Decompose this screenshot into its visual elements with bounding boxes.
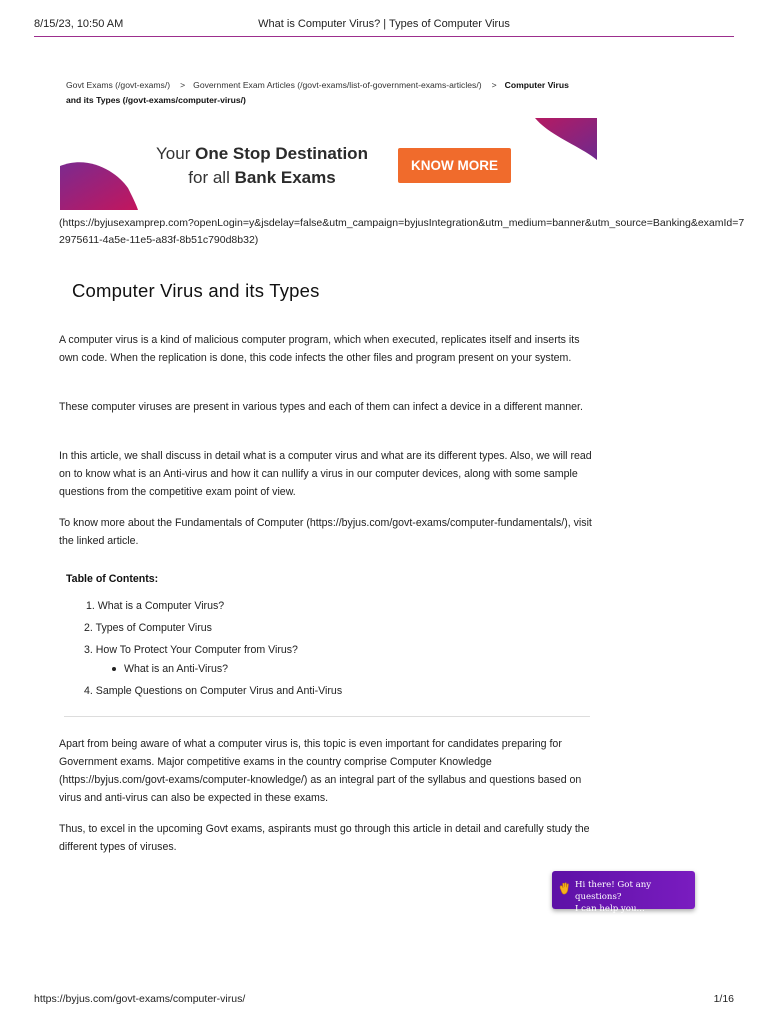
waving-hand-icon [557, 881, 572, 896]
banner-right-wave [535, 118, 597, 160]
print-doc-title: What is Computer Virus? | Types of Computer Virus [258, 18, 510, 30]
breadcrumb-separator: > [491, 80, 497, 90]
toc-title: Table of Contents: [66, 573, 159, 585]
bullet-icon [112, 667, 116, 671]
banner-line2-prefix: for all [188, 168, 235, 187]
toc-item-types[interactable]: 2. Types of Computer Virus [84, 622, 212, 634]
section-divider [64, 716, 590, 717]
types-paragraph: These computer viruses are present in various types and each of them can infect a device in a different manner. [59, 401, 583, 413]
know-more-button[interactable]: KNOW MORE [398, 148, 511, 183]
print-datetime: 8/15/23, 10:50 AM [34, 18, 124, 30]
banner-line1-prefix: Your [156, 144, 196, 163]
banner-line1-bold: One Stop Destination [195, 144, 368, 163]
breadcrumb-articles[interactable]: Government Exam Articles (/govt-exams/list-of-government-exams-articles/) [193, 80, 482, 90]
overview-paragraph: In this article, we shall discuss in detail what is a computer virus and what are its different types. Also, we will read on to know what is an Anti-virus and how it can nullify a virus in our computer devices, along with some sample questions from the competitive exam point of view. [59, 450, 592, 498]
toc-subitem-anti-virus[interactable] [112, 663, 228, 675]
fundamentals-paragraph[interactable]: To know more about the Fundamentals of Computer (https://byjus.com/govt-exams/computer-fundamentals/), visit the linked article. [59, 517, 592, 547]
banner-line2-bold: Bank Exams [234, 168, 336, 187]
chat-widget[interactable] [552, 871, 695, 914]
bank-exams-banner[interactable] [60, 118, 600, 210]
toc-item-sample-questions[interactable]: 4. Sample Questions on Computer Virus and Anti-Virus [84, 685, 343, 697]
exam-relevance-paragraph[interactable]: Apart from being aware of what a computer virus is, this topic is even important for candidates preparing for Government exams. Major competitive exams in the country comprise Computer Knowledge (https://byjus.com/govt-exams/computer-knowledge/) as an integral part of the syllabus and questions based on virus and anti-virus can also be expected in these exams. [59, 738, 582, 804]
chat-line-2: I can help you... [575, 904, 645, 914]
conclusion-paragraph: Thus, to excel in the upcoming Govt exams, aspirants must go through this article in detail and carefully study the different types of viruses. [59, 823, 590, 853]
chat-line-1: Hi there! Got any questions? [575, 880, 652, 902]
toc-item-what-is-virus[interactable]: 1. What is a Computer Virus? [86, 600, 225, 612]
toc-item-protect[interactable]: 3. How To Protect Your Computer from Virus? [84, 644, 298, 656]
breadcrumb-separator: > [180, 80, 186, 90]
toc-subitem-label: What is an Anti-Virus? [124, 663, 229, 675]
breadcrumb-current: Computer Virus and its Types (/govt-exams/computer-virus/) [66, 80, 569, 105]
page-title: Computer Virus and its Types [72, 280, 320, 301]
print-footer-url: https://byjus.com/govt-exams/computer-virus/ [34, 993, 246, 1005]
intro-paragraph: A computer virus is a kind of malicious computer program, which when executed, replicates itself and inserts its own code. When the replication is done, this code infects the other files and program present on your system. [59, 334, 580, 364]
breadcrumb-govt-exams[interactable]: Govt Exams (/govt-exams/) [66, 80, 171, 90]
banner-headline [142, 142, 382, 190]
banner-link[interactable]: (https://byjusexamprep.com?openLogin=y&jsdelay=false&utm_campaign=byjusIntegration&utm_medium=banner&utm_source=Banking&examId=72975611-4a5e-11e5-a83f-8b51c790d8b32) [59, 217, 745, 246]
banner-left-wave [60, 162, 138, 210]
breadcrumb [66, 78, 586, 108]
print-page-number: 1/16 [713, 993, 734, 1005]
header-divider [34, 36, 734, 37]
chat-message [575, 879, 693, 915]
